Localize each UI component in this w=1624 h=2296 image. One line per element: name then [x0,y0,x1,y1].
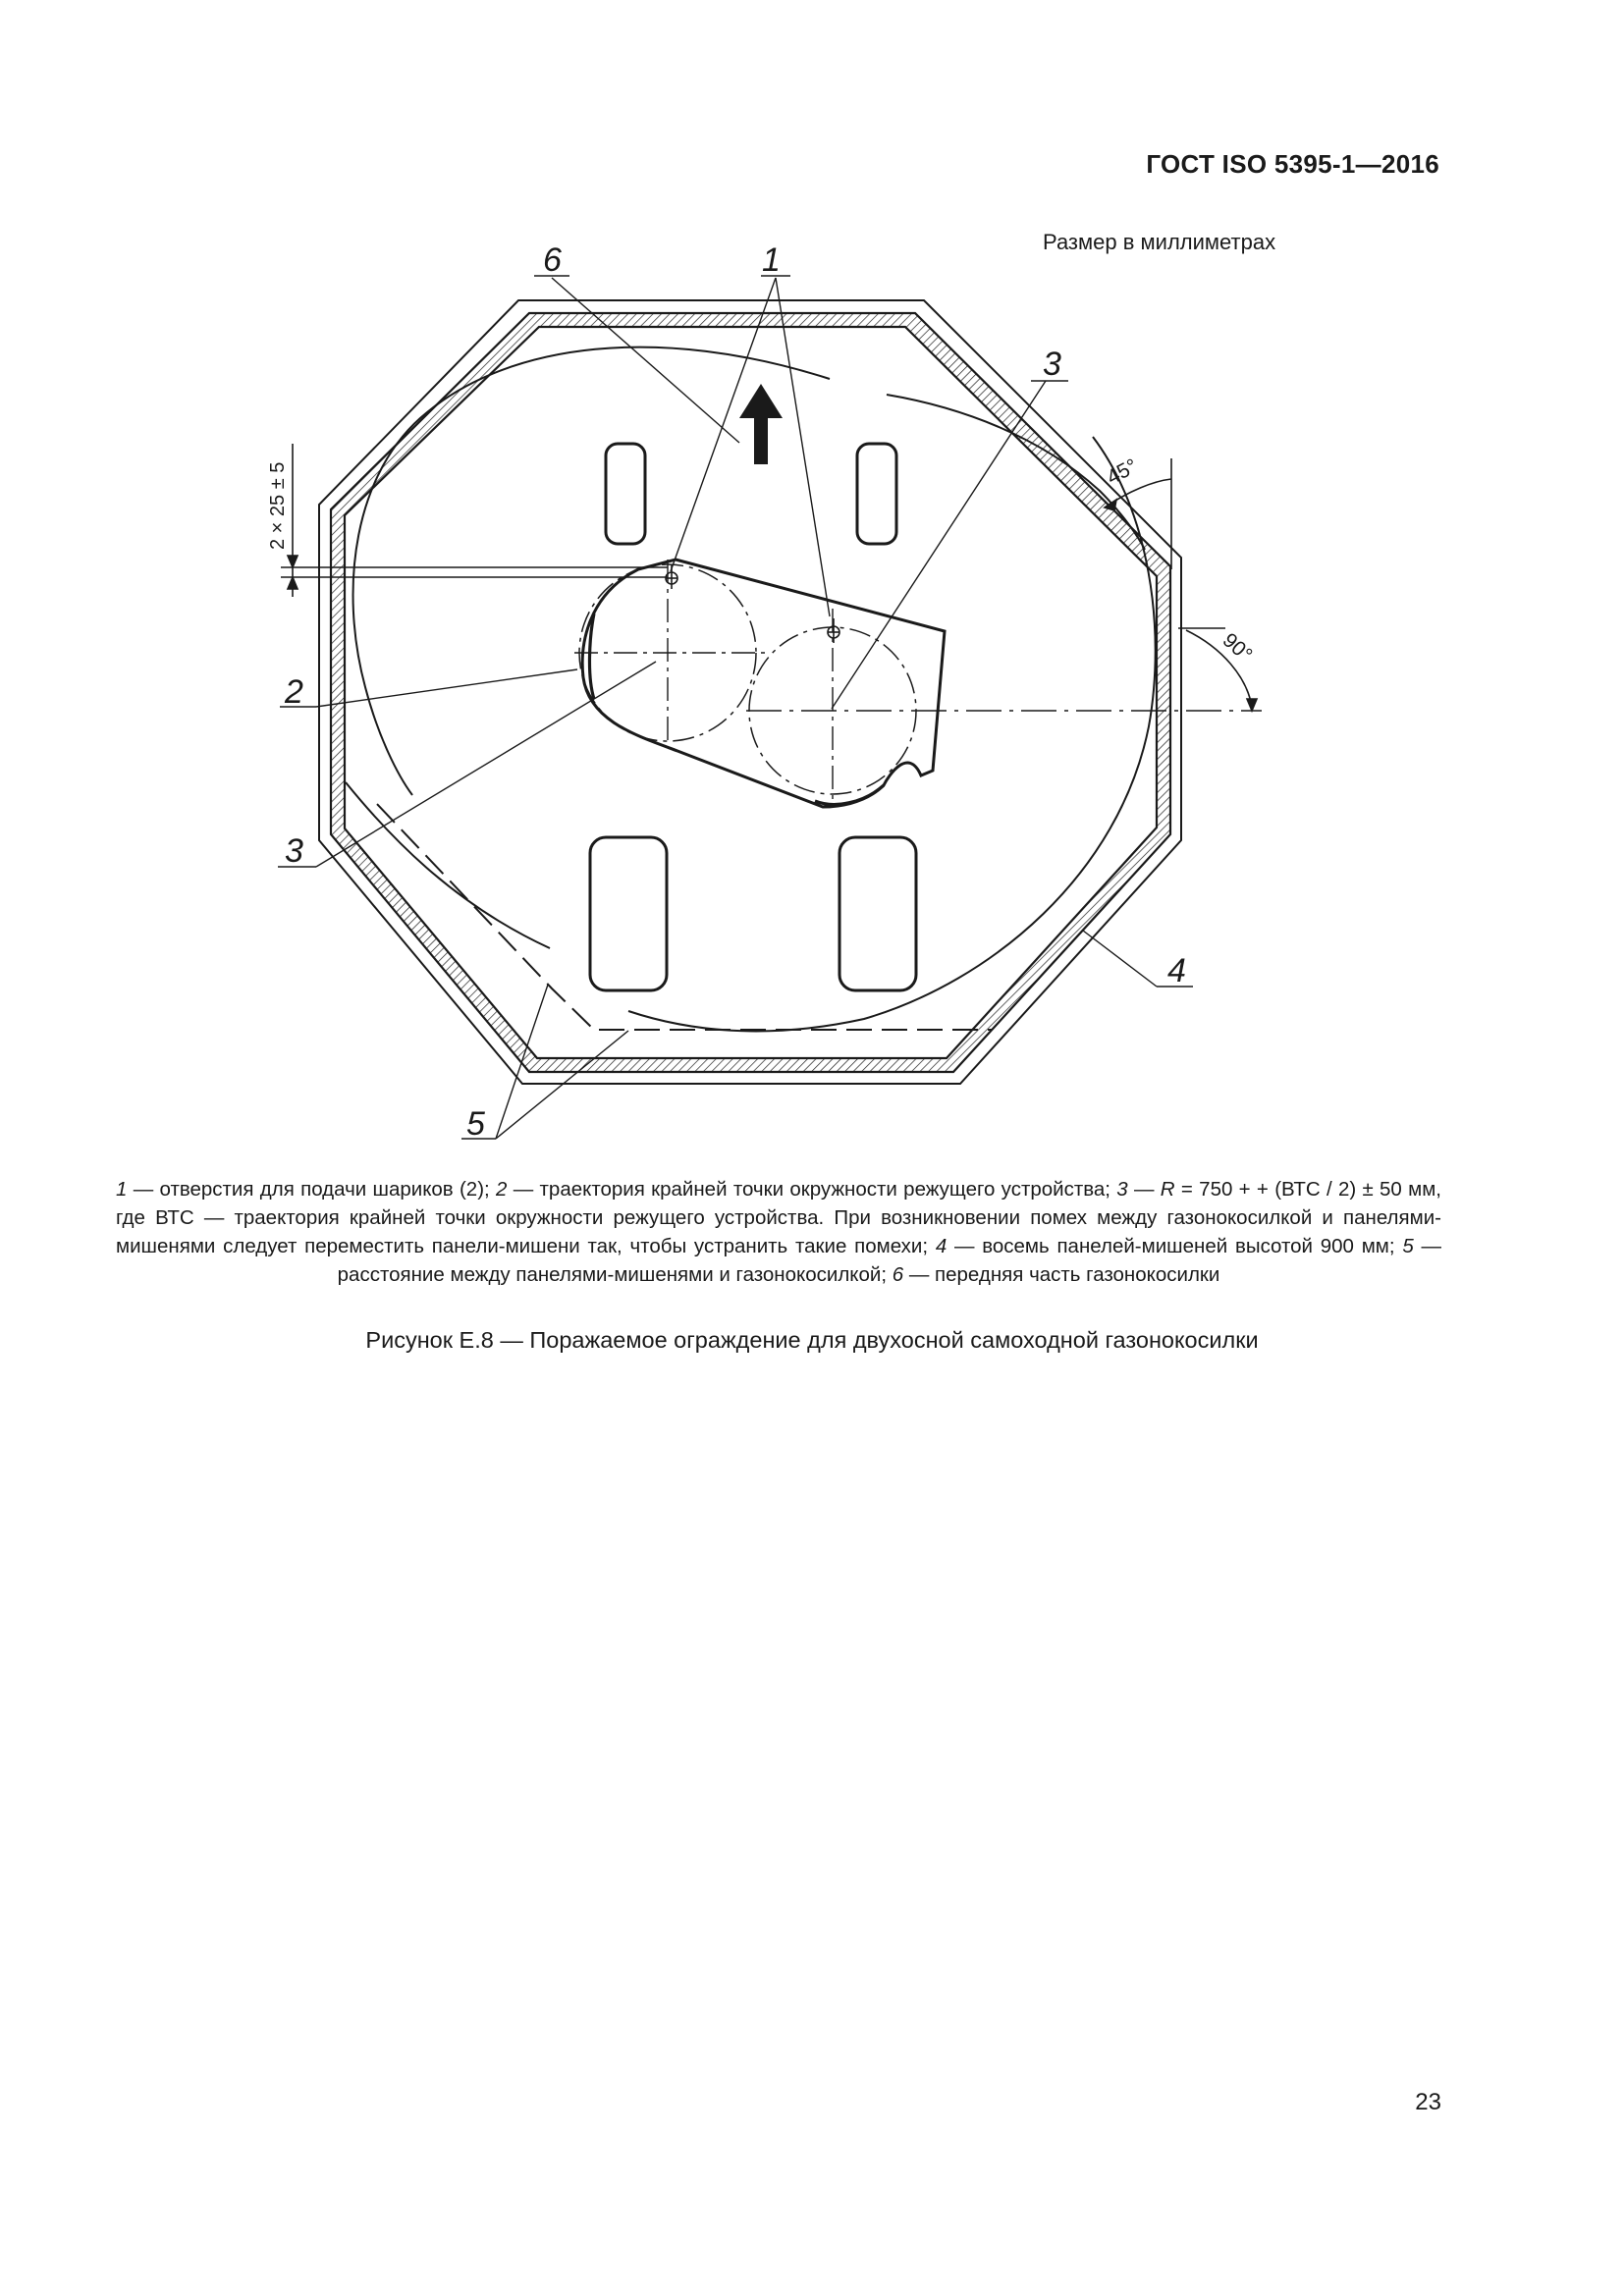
arrow-up-icon [739,384,783,464]
target-panel [606,444,645,544]
callout-2: 2 [285,673,303,711]
angle-90-label: 90° [1218,628,1257,667]
callout-4: 4 [1167,952,1186,989]
document-standard-number: ГОСТ ISO 5395-1—2016 [1146,149,1439,179]
callout-6: 6 [543,241,562,279]
dimensions-note: Размер в миллиметрах [1043,230,1276,254]
callout-3-bottom: 3 [285,832,303,870]
target-panel [857,444,896,544]
angle-45-label: 45° [1103,454,1142,490]
callout-1: 1 [762,241,781,279]
mower-deck [579,560,945,807]
page-number: 23 [1415,2089,1441,2115]
figure-title: Рисунок Е.8 — Поражаемое ограждение для двухосной самоходной газонокосилки [365,1327,1259,1353]
target-panel [590,837,667,990]
figure-legend: 1 — отверстия для подачи шариков (2); 2 — траектория крайней точки окружности режущего устройства; 3 — R = 750 + + (ВТС / 2) ± 50 мм, где ВТС — траектория крайней точки окружности режущего устройства. При возникновении помех между газонокосилкой и панелями-мишенями следует переместить панели-мишени так, чтобы устранить такие помехи; 4 — восемь панелей-мишеней высотой 900 мм; 5 — расстояние между панелями-мишенями и газонокосилкой; 6 — передняя часть газонокосилки [116,1178,1441,1286]
callout-3-top: 3 [1043,346,1061,383]
target-panel [839,837,916,990]
gap-dimension-label: 2 × 25 ± 5 [267,461,289,550]
callout-5: 5 [466,1105,485,1143]
